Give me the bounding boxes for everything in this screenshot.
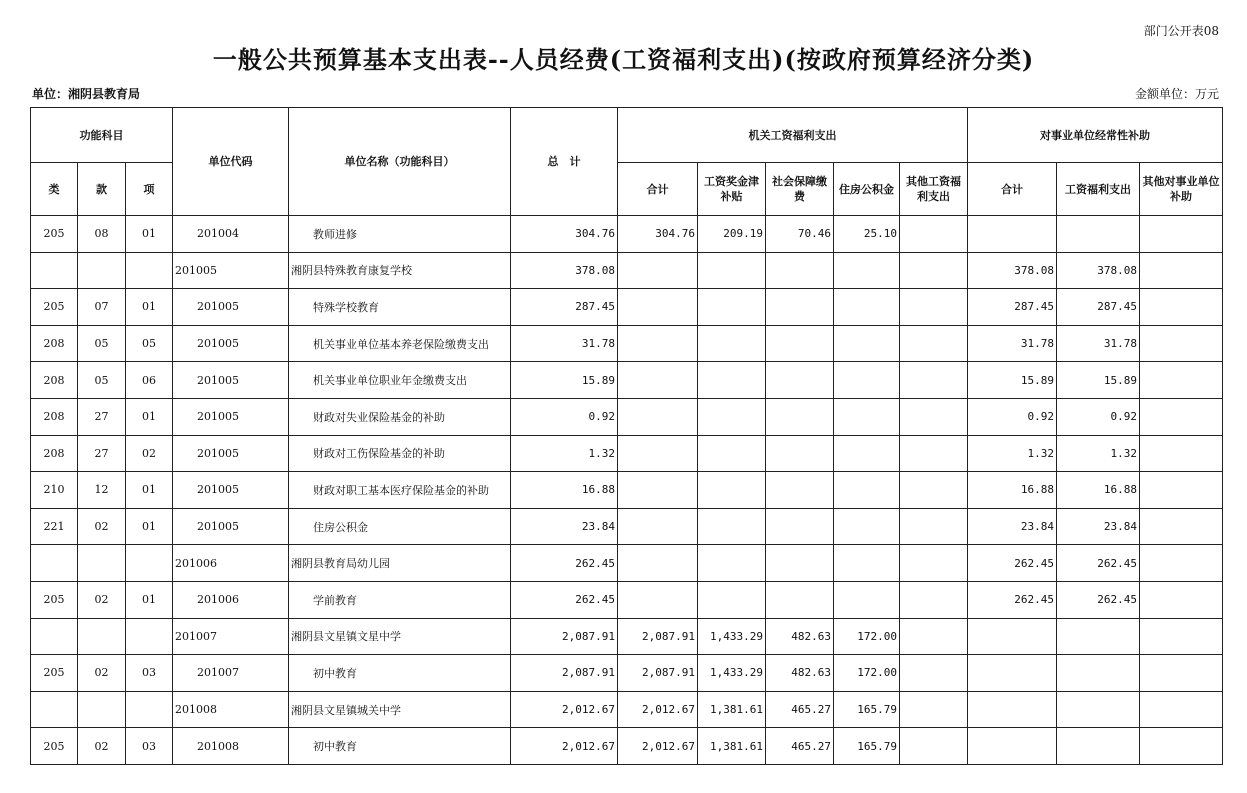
cell-inst-other — [1140, 216, 1223, 253]
table-row — [31, 655, 1223, 692]
cell-total: 2,012.67 — [511, 728, 618, 765]
cell-gov-other — [900, 728, 968, 765]
cell-inst-other — [1140, 252, 1223, 289]
cell-gov-total — [618, 472, 698, 509]
table-row — [31, 435, 1223, 472]
cell-kuan: 05 — [78, 362, 126, 399]
cell-gov-social: 70.46 — [766, 216, 834, 253]
cell-gov-bonus: 209.19 — [698, 216, 766, 253]
cell-gov-other — [900, 581, 968, 618]
cell-unit-code: 201006 — [173, 545, 289, 582]
cell-lei — [31, 545, 78, 582]
cell-lei: 208 — [31, 435, 78, 472]
cell-total: 31.78 — [511, 325, 618, 362]
page-title: 一般公共预算基本支出表--人员经费(工资福利支出)(按政府预算经济分类) — [212, 45, 1035, 74]
table-row — [31, 728, 1223, 765]
table-body — [31, 216, 1223, 765]
cell-inst-salary: 262.45 — [1057, 545, 1140, 582]
cell-inst-other — [1140, 472, 1223, 509]
cell-inst-total — [968, 691, 1057, 728]
cell-gov-housing — [834, 508, 900, 545]
cell-gov-total — [618, 252, 698, 289]
cell-gov-bonus — [698, 545, 766, 582]
header-unit-code: 单位代码 — [173, 108, 289, 216]
cell-kuan: 27 — [78, 398, 126, 435]
header-xiang: 项 — [126, 163, 173, 216]
cell-total: 2,087.91 — [511, 618, 618, 655]
cell-gov-social: 482.63 — [766, 618, 834, 655]
cell-gov-other — [900, 216, 968, 253]
cell-gov-total — [618, 545, 698, 582]
cell-lei — [31, 618, 78, 655]
table-row — [31, 289, 1223, 326]
cell-gov-other — [900, 472, 968, 509]
cell-total: 16.88 — [511, 472, 618, 509]
cell-gov-total — [618, 362, 698, 399]
table-row — [31, 508, 1223, 545]
cell-inst-salary: 287.45 — [1057, 289, 1140, 326]
cell-inst-total: 15.89 — [968, 362, 1057, 399]
cell-xiang — [126, 618, 173, 655]
cell-inst-other — [1140, 545, 1223, 582]
cell-xiang: 01 — [126, 581, 173, 618]
cell-lei: 205 — [31, 216, 78, 253]
form-number: 部门公开表08 — [1143, 24, 1219, 38]
cell-kuan — [78, 252, 126, 289]
cell-gov-social: 465.27 — [766, 728, 834, 765]
cell-gov-housing — [834, 325, 900, 362]
cell-gov-other — [900, 398, 968, 435]
cell-gov-social — [766, 472, 834, 509]
cell-gov-housing: 172.00 — [834, 655, 900, 692]
header-gov-bonus: 工资奖金津补贴 — [698, 163, 766, 216]
cell-gov-bonus — [698, 289, 766, 326]
cell-gov-housing — [834, 581, 900, 618]
cell-inst-salary: 1.32 — [1057, 435, 1140, 472]
cell-xiang: 03 — [126, 655, 173, 692]
cell-kuan: 02 — [78, 581, 126, 618]
cell-xiang: 02 — [126, 435, 173, 472]
cell-gov-bonus — [698, 435, 766, 472]
cell-inst-salary — [1057, 216, 1140, 253]
cell-gov-housing: 165.79 — [834, 728, 900, 765]
amount-unit-label: 金额单位：万元 — [1134, 87, 1219, 101]
header-gov-housing: 住房公积金 — [834, 163, 900, 216]
cell-lei: 205 — [31, 289, 78, 326]
cell-gov-social — [766, 252, 834, 289]
cell-unit-name: 机关事业单位基本养老保险缴费支出 — [289, 325, 511, 362]
header-inst-total: 合计 — [968, 163, 1057, 216]
cell-total: 262.45 — [511, 581, 618, 618]
cell-total: 262.45 — [511, 545, 618, 582]
cell-unit-code: 201005 — [173, 325, 289, 362]
cell-gov-bonus — [698, 398, 766, 435]
cell-total: 2,087.91 — [511, 655, 618, 692]
unit-label: 单位：湘阴县教育局 — [32, 87, 141, 101]
cell-inst-salary — [1057, 618, 1140, 655]
cell-inst-salary: 378.08 — [1057, 252, 1140, 289]
cell-gov-total: 2,012.67 — [618, 691, 698, 728]
cell-unit-code: 201005 — [173, 435, 289, 472]
cell-inst-other — [1140, 289, 1223, 326]
cell-kuan: 02 — [78, 508, 126, 545]
cell-inst-other — [1140, 581, 1223, 618]
cell-unit-code: 201005 — [173, 252, 289, 289]
cell-unit-code: 201008 — [173, 728, 289, 765]
header-unit-name: 单位名称（功能科目） — [289, 108, 511, 216]
cell-gov-housing: 172.00 — [834, 618, 900, 655]
cell-gov-bonus — [698, 362, 766, 399]
cell-gov-social — [766, 289, 834, 326]
cell-gov-social — [766, 398, 834, 435]
cell-inst-salary: 23.84 — [1057, 508, 1140, 545]
cell-gov-other — [900, 362, 968, 399]
cell-unit-name: 初中教育 — [289, 728, 511, 765]
cell-xiang: 01 — [126, 398, 173, 435]
cell-unit-name: 湘阴县文星镇文星中学 — [289, 618, 511, 655]
cell-inst-total: 0.92 — [968, 398, 1057, 435]
cell-unit-name: 教师进修 — [289, 216, 511, 253]
header-gov-salary: 机关工资福利支出 — [618, 108, 968, 163]
cell-inst-total: 378.08 — [968, 252, 1057, 289]
cell-unit-name: 特殊学校教育 — [289, 289, 511, 326]
cell-gov-other — [900, 691, 968, 728]
cell-unit-name: 湘阴县特殊教育康复学校 — [289, 252, 511, 289]
header-gov-other: 其他工资福利支出 — [900, 163, 968, 216]
cell-inst-other — [1140, 691, 1223, 728]
header-inst-other: 其他对事业单位补助 — [1140, 163, 1223, 216]
cell-unit-code: 201005 — [173, 508, 289, 545]
cell-unit-code: 201008 — [173, 691, 289, 728]
cell-xiang: 03 — [126, 728, 173, 765]
cell-unit-code: 201005 — [173, 289, 289, 326]
cell-kuan: 02 — [78, 655, 126, 692]
cell-unit-code: 201004 — [173, 216, 289, 253]
cell-unit-name: 学前教育 — [289, 581, 511, 618]
cell-gov-total: 2,012.67 — [618, 728, 698, 765]
cell-gov-total: 2,087.91 — [618, 655, 698, 692]
cell-xiang — [126, 691, 173, 728]
header-gov-social: 社会保障缴费 — [766, 163, 834, 216]
cell-inst-salary: 15.89 — [1057, 362, 1140, 399]
cell-gov-total: 2,087.91 — [618, 618, 698, 655]
cell-inst-other — [1140, 325, 1223, 362]
header-gov-total: 合计 — [618, 163, 698, 216]
cell-gov-bonus — [698, 581, 766, 618]
cell-unit-code: 201007 — [173, 618, 289, 655]
cell-xiang — [126, 545, 173, 582]
cell-gov-housing: 165.79 — [834, 691, 900, 728]
cell-inst-other — [1140, 435, 1223, 472]
cell-inst-total — [968, 655, 1057, 692]
cell-gov-bonus — [698, 252, 766, 289]
cell-gov-social — [766, 325, 834, 362]
table-row — [31, 581, 1223, 618]
cell-total: 1.32 — [511, 435, 618, 472]
cell-kuan — [78, 691, 126, 728]
cell-gov-housing: 25.10 — [834, 216, 900, 253]
cell-xiang: 06 — [126, 362, 173, 399]
cell-kuan — [78, 545, 126, 582]
table-row — [31, 398, 1223, 435]
cell-lei — [31, 691, 78, 728]
cell-unit-name: 财政对工伤保险基金的补助 — [289, 435, 511, 472]
cell-unit-name: 机关事业单位职业年金缴费支出 — [289, 362, 511, 399]
table-row — [31, 325, 1223, 362]
cell-gov-other — [900, 618, 968, 655]
cell-unit-code: 201005 — [173, 362, 289, 399]
cell-gov-other — [900, 435, 968, 472]
cell-gov-social — [766, 362, 834, 399]
table-row — [31, 216, 1223, 253]
header-inst-salary: 工资福利支出 — [1057, 163, 1140, 216]
cell-gov-bonus: 1,381.61 — [698, 728, 766, 765]
cell-xiang: 01 — [126, 289, 173, 326]
table-row — [31, 252, 1223, 289]
cell-gov-total — [618, 508, 698, 545]
cell-inst-total: 262.45 — [968, 545, 1057, 582]
table-row — [31, 362, 1223, 399]
cell-kuan: 07 — [78, 289, 126, 326]
cell-lei: 205 — [31, 655, 78, 692]
cell-kuan: 02 — [78, 728, 126, 765]
cell-inst-salary: 0.92 — [1057, 398, 1140, 435]
cell-lei: 205 — [31, 728, 78, 765]
cell-gov-other — [900, 508, 968, 545]
cell-gov-bonus: 1,433.29 — [698, 618, 766, 655]
cell-gov-social — [766, 581, 834, 618]
cell-gov-total — [618, 435, 698, 472]
cell-unit-name: 湘阴县教育局幼儿园 — [289, 545, 511, 582]
cell-lei: 208 — [31, 325, 78, 362]
cell-inst-salary: 262.45 — [1057, 581, 1140, 618]
cell-inst-total: 287.45 — [968, 289, 1057, 326]
header-lei: 类 — [31, 163, 78, 216]
table-row — [31, 545, 1223, 582]
cell-inst-other — [1140, 508, 1223, 545]
cell-gov-bonus — [698, 508, 766, 545]
cell-total: 304.76 — [511, 216, 618, 253]
cell-unit-code: 201005 — [173, 398, 289, 435]
cell-total: 0.92 — [511, 398, 618, 435]
cell-xiang: 01 — [126, 216, 173, 253]
cell-lei: 208 — [31, 362, 78, 399]
cell-lei: 221 — [31, 508, 78, 545]
cell-total: 2,012.67 — [511, 691, 618, 728]
cell-xiang: 01 — [126, 472, 173, 509]
cell-gov-housing — [834, 289, 900, 326]
cell-xiang — [126, 252, 173, 289]
cell-gov-other — [900, 655, 968, 692]
cell-gov-total: 304.76 — [618, 216, 698, 253]
cell-gov-social: 465.27 — [766, 691, 834, 728]
header-kuan: 款 — [78, 163, 126, 216]
cell-inst-total: 23.84 — [968, 508, 1057, 545]
table-row — [31, 691, 1223, 728]
table-row — [31, 472, 1223, 509]
cell-gov-other — [900, 545, 968, 582]
table-row — [31, 618, 1223, 655]
cell-gov-social: 482.63 — [766, 655, 834, 692]
cell-gov-housing — [834, 545, 900, 582]
cell-inst-other — [1140, 728, 1223, 765]
cell-total: 287.45 — [511, 289, 618, 326]
cell-gov-other — [900, 289, 968, 326]
cell-kuan: 05 — [78, 325, 126, 362]
header-func-subject: 功能科目 — [31, 108, 173, 163]
cell-gov-bonus: 1,433.29 — [698, 655, 766, 692]
cell-xiang: 01 — [126, 508, 173, 545]
cell-gov-social — [766, 545, 834, 582]
cell-gov-total — [618, 398, 698, 435]
cell-gov-social — [766, 508, 834, 545]
cell-inst-total: 16.88 — [968, 472, 1057, 509]
cell-inst-salary — [1057, 691, 1140, 728]
cell-inst-other — [1140, 398, 1223, 435]
cell-gov-total — [618, 325, 698, 362]
cell-lei: 210 — [31, 472, 78, 509]
cell-gov-social — [766, 435, 834, 472]
cell-inst-total: 1.32 — [968, 435, 1057, 472]
cell-unit-name: 湘阴县文星镇城关中学 — [289, 691, 511, 728]
cell-gov-total — [618, 581, 698, 618]
cell-unit-code: 201007 — [173, 655, 289, 692]
cell-gov-bonus — [698, 472, 766, 509]
cell-lei — [31, 252, 78, 289]
cell-unit-name: 财政对职工基本医疗保险基金的补助 — [289, 472, 511, 509]
cell-total: 23.84 — [511, 508, 618, 545]
cell-kuan: 27 — [78, 435, 126, 472]
cell-inst-total: 262.45 — [968, 581, 1057, 618]
cell-inst-total — [968, 618, 1057, 655]
cell-lei: 208 — [31, 398, 78, 435]
cell-inst-other — [1140, 618, 1223, 655]
cell-lei: 205 — [31, 581, 78, 618]
cell-unit-code: 201006 — [173, 581, 289, 618]
cell-kuan: 08 — [78, 216, 126, 253]
cell-gov-total — [618, 289, 698, 326]
cell-inst-salary — [1057, 728, 1140, 765]
cell-gov-bonus: 1,381.61 — [698, 691, 766, 728]
cell-total: 15.89 — [511, 362, 618, 399]
cell-kuan — [78, 618, 126, 655]
cell-inst-total — [968, 728, 1057, 765]
cell-gov-other — [900, 325, 968, 362]
cell-gov-other — [900, 252, 968, 289]
cell-inst-salary: 31.78 — [1057, 325, 1140, 362]
cell-inst-other — [1140, 362, 1223, 399]
cell-gov-housing — [834, 362, 900, 399]
cell-unit-name: 初中教育 — [289, 655, 511, 692]
cell-gov-housing — [834, 472, 900, 509]
cell-xiang: 05 — [126, 325, 173, 362]
expenditure-table — [30, 107, 1223, 765]
cell-inst-salary: 16.88 — [1057, 472, 1140, 509]
cell-unit-name: 财政对失业保险基金的补助 — [289, 398, 511, 435]
cell-gov-housing — [834, 435, 900, 472]
cell-inst-salary — [1057, 655, 1140, 692]
cell-gov-housing — [834, 398, 900, 435]
cell-unit-name: 住房公积金 — [289, 508, 511, 545]
cell-total: 378.08 — [511, 252, 618, 289]
cell-gov-housing — [834, 252, 900, 289]
cell-inst-other — [1140, 655, 1223, 692]
header-inst-subsidy: 对事业单位经常性补助 — [968, 108, 1223, 163]
cell-unit-code: 201005 — [173, 472, 289, 509]
cell-inst-total: 31.78 — [968, 325, 1057, 362]
cell-kuan: 12 — [78, 472, 126, 509]
cell-inst-total — [968, 216, 1057, 253]
header-total: 总 计 — [511, 108, 618, 216]
cell-gov-bonus — [698, 325, 766, 362]
